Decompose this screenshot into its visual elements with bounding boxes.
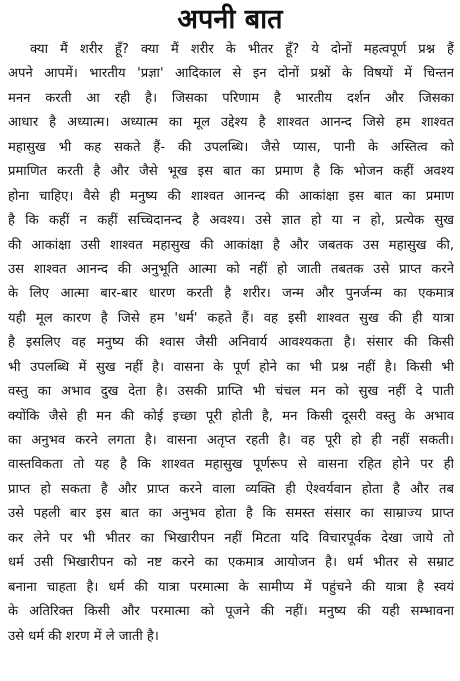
- text-line: महासुख भी कह सकते हैं- की उपलब्धि। जैसे प्यास, पानी के अस्तित्व को: [8, 139, 454, 155]
- text-line: उसे धर्म की शरण में ले जाती है।: [8, 628, 159, 644]
- text-line: है कि कहीं न कहीं सच्चिदानन्द है अवश्य। उसे ज्ञात हो या न हो, प्रत्येक सुख: [8, 213, 454, 229]
- text-line: क्या मैं शरीर हूँ? क्या मैं शरीर के भीतर हूँ? ये दोनों महत्वपूर्ण प्रश्न हैं: [30, 42, 454, 57]
- text-line: अपने आपमें। भारतीय 'प्रज्ञा' आदिकाल से इन दोनों प्रश्नों के विषयों में चिन्तन: [8, 66, 454, 82]
- text-line: धर्म उसी भिखारीपन को नष्ट करने का एकमात्र आयोजन है। धर्म भीतर से सम्राट: [8, 555, 454, 571]
- text-line: भी उपलब्धि में सुख नहीं है। वासना के पूर्ण होने का भी प्रश्न नहीं है। किसी भी: [8, 359, 454, 375]
- text-line: का अनुभव करने लगता है। वासना अतृप्त रहती है। वह पूरी हो ही नहीं सकती।: [8, 433, 454, 448]
- text-line: कर लेने पर भी भीतर का भिखारीपन नहीं मिटता यदि विचारपूर्वक देखा जाये तो: [8, 530, 454, 546]
- text-line: के लिए आत्मा बार-बार धारण करती है शरीर। जन्म और पुनर्जन्म का एकमात्र: [8, 286, 454, 302]
- document-body: [8, 38, 454, 649]
- text-line: उस शाश्वत आनन्द की अनुभूति आत्मा को नहीं हो जाती तबतक उसे प्राप्त करने: [8, 261, 454, 277]
- text-line: आधार है अध्यात्म। अध्यात्म का मूल उद्देश्य है शाश्वत आनन्द जिसे हम शाश्वत: [8, 115, 454, 131]
- text-line: वस्तु का अभाव दुख देता है। उसकी प्राप्ति भी चंचल मन को सुख नहीं दे पाती: [8, 384, 454, 400]
- text-line: वास्तविकता तो यह है कि शाश्वत महासुख पूर्णरूप से वासना रहित होने पर ही: [8, 457, 454, 473]
- text-line: क्योंकि जैसे ही मन की कोई इच्छा पूरी होती है, मन किसी दूसरी वस्तु के अभाव: [8, 408, 454, 424]
- text-line: उसे पहली बार इस बात का अनुभव होता है कि समस्त संसार का साम्राज्य प्राप्त: [8, 506, 454, 522]
- text-line: मनन करती आ रही है। जिसका परिणाम है भारतीय दर्शन और जिसका: [8, 90, 454, 106]
- text-line: होना चाहिए। वैसे ही मनुष्य की शाश्वत आनन्द की आकांक्षा इस बात का प्रमाण: [8, 188, 454, 204]
- text-line: प्राप्त हो सकता है और प्राप्त करने वाला व्यक्ति ही ऐश्वर्यवान होता है और तब: [8, 481, 454, 497]
- text-line: की आकांक्षा उसी शाश्वत महासुख की आकांक्षा है और जबतक उस महासुख की,: [8, 237, 454, 253]
- text-line: यही मूल कारण है जिसे हम 'धर्म' कहते हैं। वह इसी शाश्वत सुख की ही यात्रा: [8, 310, 454, 326]
- text-line: प्रमाणित करती है और जैसे भूख इस बात का प्रमाण है कि भोजन कहीं अवश्य: [8, 164, 454, 180]
- text-line: के अतिरिक्त किसी और परमात्मा को पूजने की नहीं। मनुष्य की यही सम्भावना: [8, 604, 454, 620]
- text-line: बनाना चाहता है। धर्म की यात्रा परमात्मा के सामीप्य में पहुंचने की यात्रा है स्वयं: [8, 579, 454, 595]
- text-line: है इसलिए वह मनुष्य की श्वास जैसी अनिवार्य आवश्यकता है। संसार की किसी: [8, 335, 454, 351]
- page-title: अपनी बात: [177, 4, 283, 35]
